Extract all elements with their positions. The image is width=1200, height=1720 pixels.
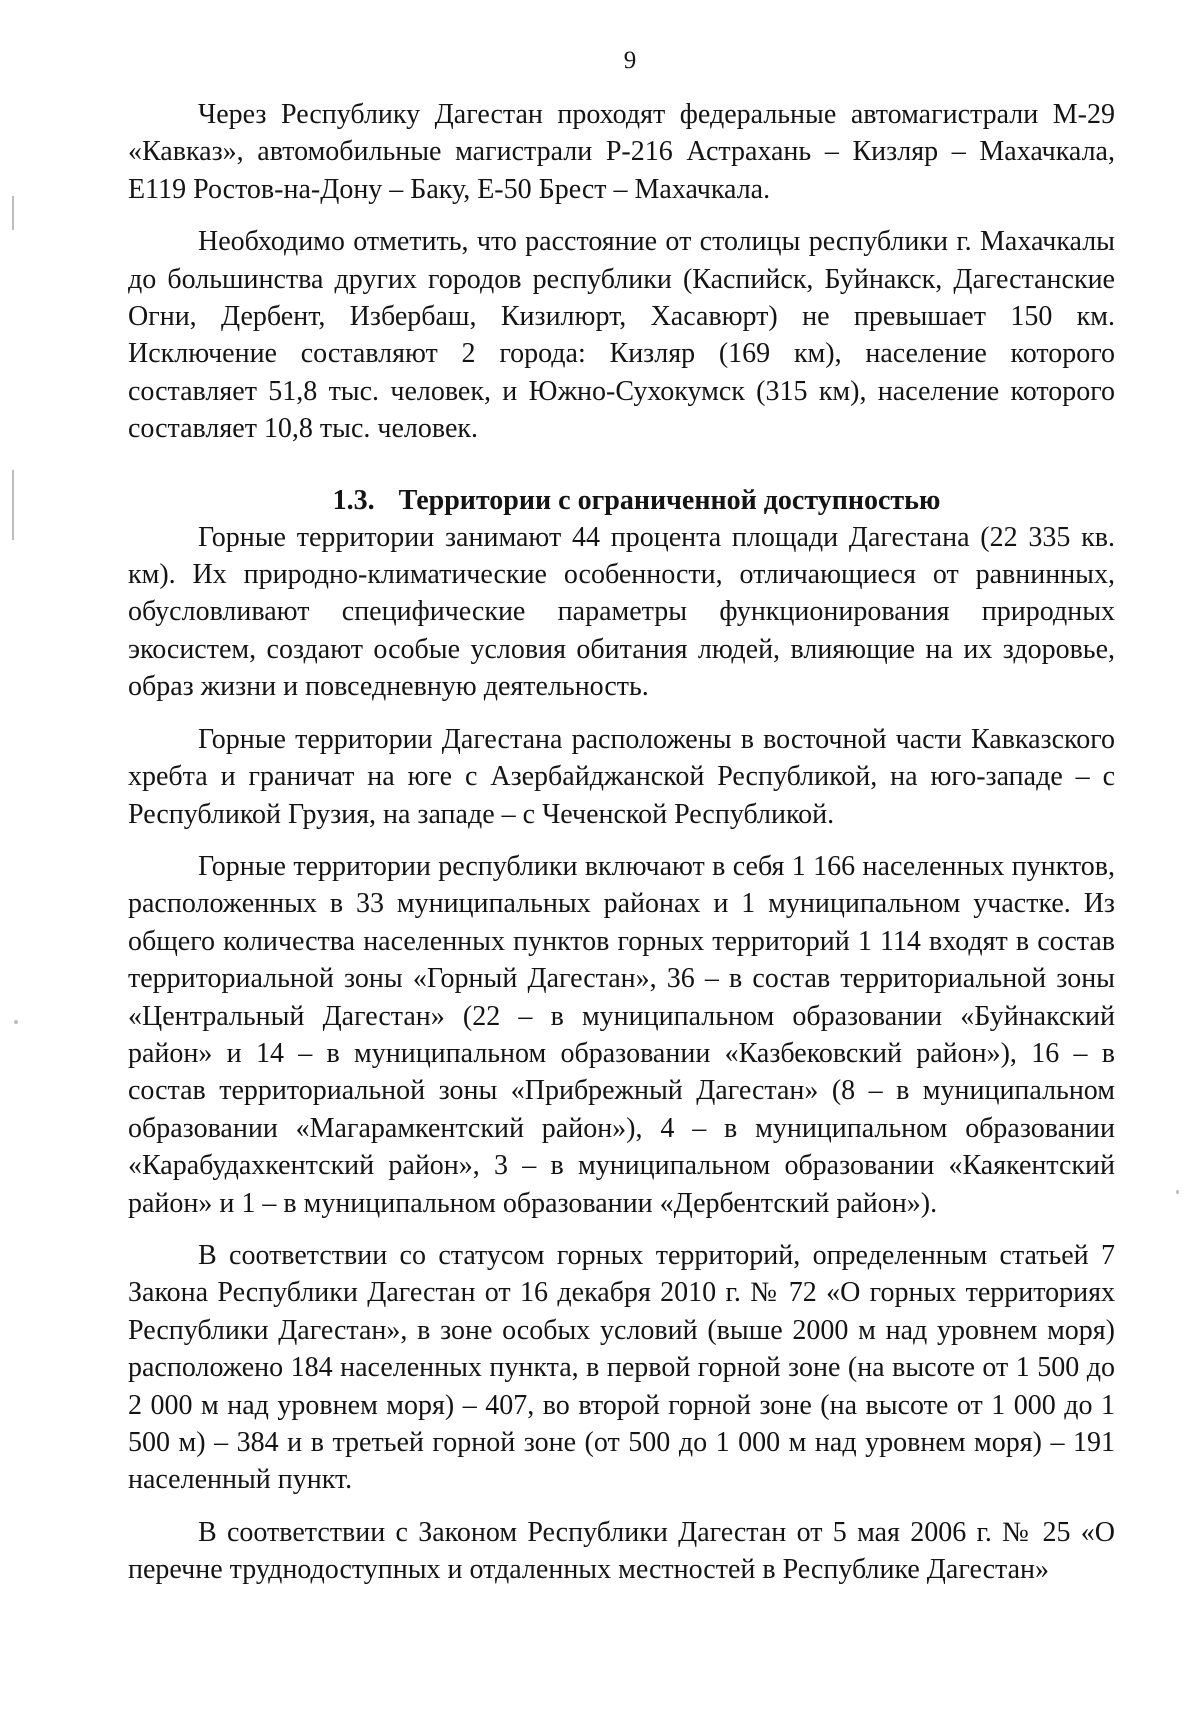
- section-number: 1.3.: [332, 484, 375, 516]
- scan-artifact: [12, 470, 14, 540]
- paragraph-mountain-borders: Горные территории Дагестана расположены в восточной части Кавказского хребта и граничат на юге с Азербайджанской Республикой, на юго-западе – с Республикой Грузия, на западе – с Чеченской Республикой.: [128, 723, 1115, 830]
- scan-artifact: [14, 1020, 18, 1024]
- scan-artifact: [12, 196, 14, 230]
- section-title: Территории с ограниченной доступностью: [398, 484, 941, 516]
- paragraph-mountain-area: Горные территории занимают 44 процента площади Дагестана (22 335 кв. км). Их природно-климатические особенности, отличающиеся от равнинных, обусловливают специфические параметры функционирования природных экосистем, создают особые условия обитания людей, влияющие на их здоровье, образ жизни и повседневную деятельность.: [128, 521, 1115, 703]
- scan-artifact: [1176, 1190, 1179, 1194]
- paragraph-distances: Необходимо отметить, что расстояние от столицы республики г. Махачкалы до большинства других городов республики (Каспийск, Буйнакск, Дагестанские Огни, Дербент, Избербаш, Кизилюрт, Хасавюрт) не превышает 150 км. Исключение составляют 2 города: Кизляр (169 км), население которого составляет 51,8 тыс. человек, и Южно-Сухокумск (315 км), население которого составляет 10,8 тыс. человек.: [128, 226, 1115, 445]
- paragraph-settlements: Горные территории республики включают в себя 1 166 населенных пунктов, расположенных в 33 муниципальных районах и 1 муниципальном участке. Из общего количества населенных пунктов горных территорий 1 114 входят в состав территориальной зоны «Горный Дагестан», 36 – в состав территориальной зоны «Центральный Дагестан» (22 – в муниципальном образовании «Буйнакский район» и 14 – в муниципальном образовании «Казбековский район»), 16 – в состав территориальной зоны «Прибрежный Дагестан» (8 – в муниципальном образовании «Магарамкентский район»), 4 – в муниципальном образовании «Карабудахкентский район», 3 – в муниципальном образовании «Каякентский район» и 1 – в муниципальном образовании «Дербентский район»).: [128, 850, 1115, 1219]
- page-number: 9: [623, 47, 637, 74]
- document-body: [128, 96, 1115, 1589]
- paragraph-remote-areas-law: В соответствии с Законом Республики Дагестан от 5 мая 2006 г. № 25 «О перечне труднодоступных и отдаленных местностей в Республике Дагестан»: [128, 1516, 1115, 1586]
- paragraph-highways: Через Республику Дагестан проходят федеральные автомагистрали М-29 «Кавказ», автомобильные магистрали Р-216 Астрахань – Кизляр – Махачкала, Е119 Ростов-на-Дону – Баку, Е-50 Брест – Махачкала.: [128, 99, 1115, 205]
- paragraph-mountain-zones: В соответствии со статусом горных территорий, определенным статьей 7 Закона Республики Дагестан от 16 декабря 2010 г. № 72 «О горных территориях Республики Дагестан», в зоне особых условий (выше 2000 м над уровнем моря) расположено 184 населенных пункта, в первой горной зоне (на высоте от 1 500 до 2 000 м над уровнем моря) – 407, во второй горной зоне (на высоте от 1 000 до 1 500 м) – 384 и в третьей горной зоне (от 500 до 1 000 м над уровнем моря) – 191 населенный пункт.: [128, 1239, 1115, 1496]
- section-heading: [128, 482, 1115, 519]
